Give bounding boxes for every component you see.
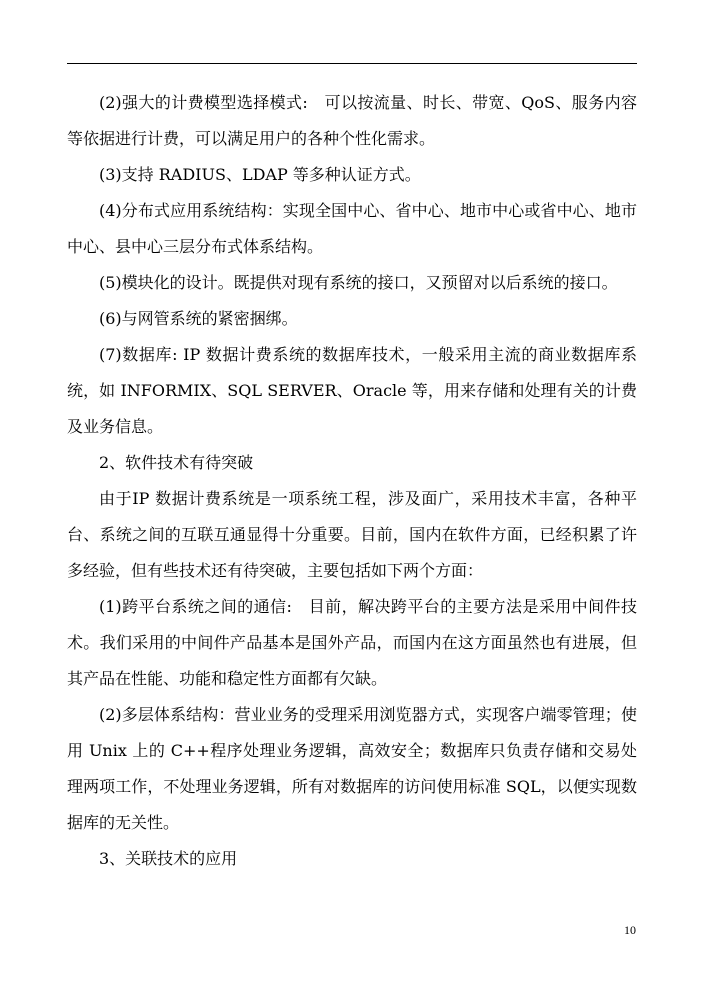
page-number: 10 — [624, 923, 636, 937]
section-heading-related-tech: 3、关联技术的应用 — [99, 849, 238, 868]
paragraph-distributed-structure: (4)分布式应用系统结构：实现全国中心、省中心、地市中心或省中心、地市中心、县中心三层分布式体系结构。 — [67, 201, 637, 256]
paragraph-billing-model: (2)强大的计费模型选择模式: 可以按流量、时长、带宽、QoS、服务内容等依据进行计费，可以满足用户的各种个性化需求。 — [67, 93, 637, 148]
section-heading-software: 2、软件技术有待突破 — [99, 453, 254, 472]
paragraph-network-management: (6)与网管系统的紧密捆绑。 — [99, 309, 298, 328]
header-rule — [67, 63, 637, 64]
paragraph-authentication: (3)支持 RADIUS、LDAP 等多种认证方式。 — [99, 165, 421, 184]
paragraph-software-intro: 由于IP 数据计费系统是一项系统工程，涉及面广，采用技术丰富，各种平台、系统之间的互联互通显得十分重要。目前，国内在软件方面，已经积累了许多经验，但有些技术还有待突破，主要包括如下两个方面： — [67, 489, 637, 580]
document-body — [67, 85, 637, 877]
paragraph-multitier: (2)多层体系结构：营业业务的受理采用浏览器方式，实现客户端零管理；使用 Unix 上的 C++程序处理业务逻辑，高效安全；数据库只负责存储和交易处理两项工作，不处理业务逻辑，所有对数据库的访问使用标准 SQL，以便实现数据库的无关性。 — [67, 705, 637, 832]
paragraph-modular-design: (5)模块化的设计。既提供对现有系统的接口，又预留对以后系统的接口。 — [99, 273, 618, 292]
paragraph-cross-platform: (1)跨平台系统之间的通信: 目前，解决跨平台的主要方法是采用中间件技术。我们采用的中间件产品基本是国外产品，而国内在这方面虽然也有进展，但其产品在性能、功能和稳定性方面都有欠缺。 — [67, 597, 637, 688]
paragraph-database: (7)数据库: IP 数据计费系统的数据库技术，一般采用主流的商业数据库系统，如 INFORMIX、SQL SERVER、Oracle 等，用来存储和处理有关的计费及业务信息。 — [67, 345, 637, 436]
